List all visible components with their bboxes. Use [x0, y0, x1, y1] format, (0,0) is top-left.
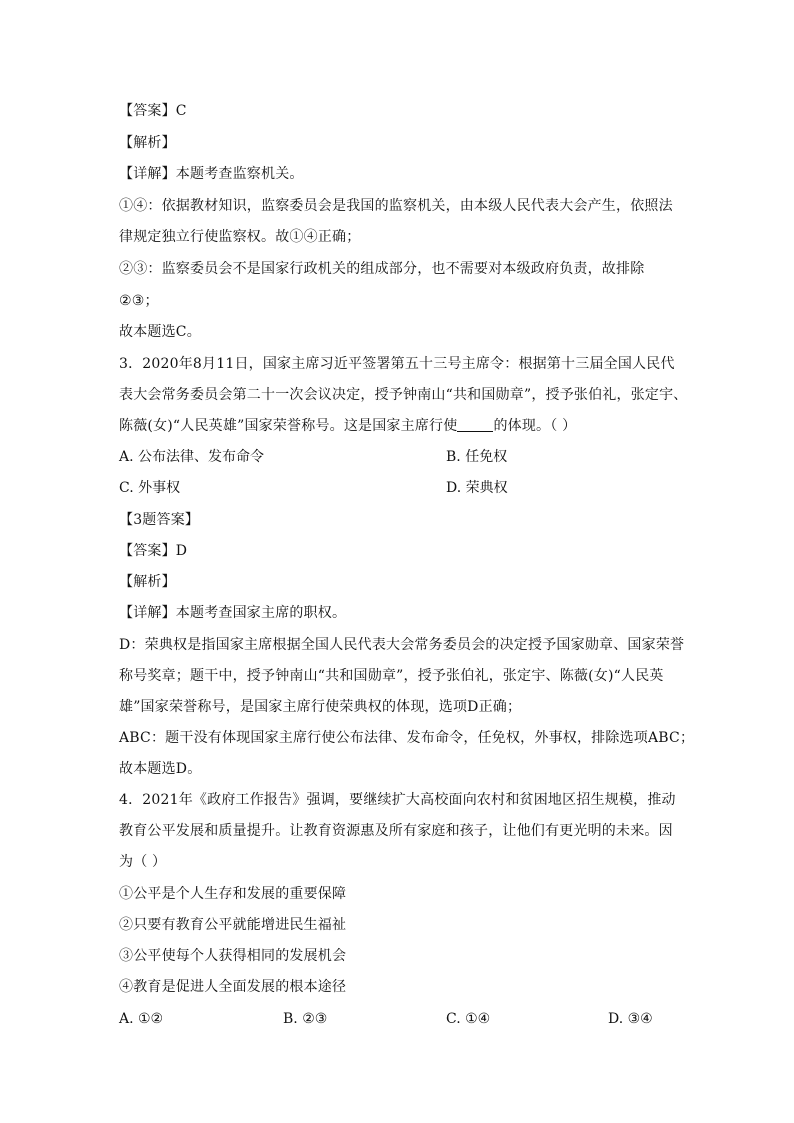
q3-stem-part: 的体现。（ ）: [493, 418, 577, 434]
q2-analysis-heading: 【解析】: [119, 135, 176, 151]
q2-explanation-line: 律规定独立行使监察权。故①④正确；: [119, 229, 361, 245]
q3-explanation-line: ABC：题干没有体现国家主席行使公布法律、发布命令，任免权，外事权，排除选项ABC；: [119, 730, 695, 746]
q3-stem-line: 3．2020年8月11日，国家主席习近平签署第五十三号主席令：根据第十三届全国人民代: [119, 356, 675, 372]
q4-statement: ④教育是促进人全面发展的根本途径: [119, 979, 347, 995]
q3-explanation-line: 雄”国家荣誉称号，是国家主席行使荣典权的体现，选项D正确；: [119, 699, 522, 715]
q2-explanation-line: ②③：监察委员会不是国家行政机关的组成部分，也不需要对本级政府负责，故排除: [119, 261, 645, 277]
q3-stem-part: 陈薇(女)“人民英雄”国家荣誉称号。这是国家主席行使: [119, 418, 458, 434]
q2-explanation-line: ①④：依据教材知识，监察委员会是我国的监察机关，由本级人民代表大会产生，依照法: [119, 198, 673, 214]
q3-option-c: C. 外事权: [119, 480, 181, 496]
q3-analysis-heading: 【解析】: [119, 574, 176, 590]
q2-conclusion: 故本题选C。: [119, 324, 201, 340]
q3-explanation-line: D：荣典权是指国家主席根据全国人民代表大会常务委员会的决定授予国家勋章、国家荣誉: [119, 637, 685, 653]
q3-answer: 【答案】D: [119, 543, 188, 559]
q3-detail: 【详解】本题考查国家主席的职权。: [119, 605, 347, 621]
q3-conclusion: 故本题选D。: [119, 761, 202, 777]
q3-option-d: D. 荣典权: [446, 480, 508, 496]
q4-option-c: C. ①④: [446, 1011, 491, 1027]
q3-stem-line: 表大会常务委员会第二十一次会议决定，授予钟南山“共和国勋章”，授予张伯礼，张定宇、: [119, 387, 688, 403]
q2-detail: 【详解】本题考查监察机关。: [119, 166, 304, 182]
q4-stem-line: 教育公平发展和质量提升。让教育资源惠及所有家庭和孩子，让他们有更光明的未来。因: [119, 823, 673, 839]
q3-option-b: B. 任免权: [446, 449, 508, 465]
q4-stem-line: 为（ ）: [119, 854, 167, 870]
q4-stem-line: 4．2021年《政府工作报告》强调，要继续扩大高校面向农村和贫困地区招生规模，推动: [119, 792, 676, 808]
q3-stem-line: [119, 416, 576, 436]
q4-option-b: B. ②③: [283, 1011, 328, 1027]
q4-option-a: A. ①②: [119, 1011, 164, 1027]
q4-statement: ②只要有教育公平就能增进民生福祉: [119, 917, 347, 933]
q4-option-d: D. ③④: [608, 1011, 653, 1027]
q4-statement: ③公平使每个人获得相同的发展机会: [119, 948, 347, 964]
q3-answer-header: 【3题答案】: [119, 512, 200, 528]
q2-answer: 【答案】C: [119, 103, 187, 119]
q3-explanation-line: 称号奖章；题干中，授予钟南山“共和国勋章”，授予张伯礼，张定宇、陈薇(女)“人民英: [119, 668, 664, 684]
q4-statement: ①公平是个人生存和发展的重要保障: [119, 886, 347, 902]
q3-option-a: A. 公布法律、发布命令: [119, 449, 265, 465]
q2-explanation-line: ②③；: [119, 293, 159, 309]
fill-in-blank: [457, 417, 493, 432]
